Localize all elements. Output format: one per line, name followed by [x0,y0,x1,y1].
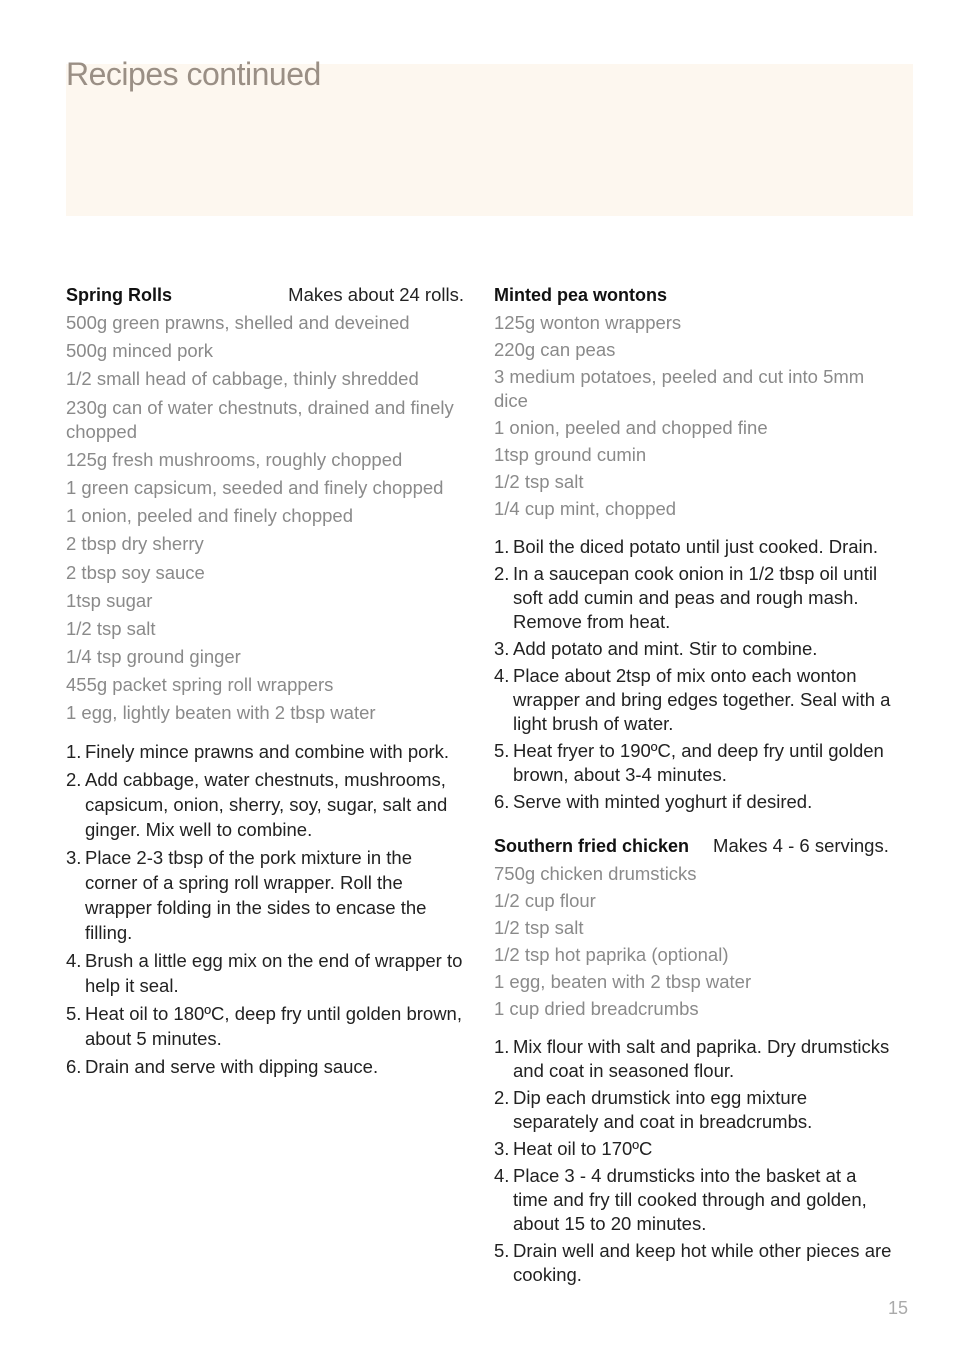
ingredient-item: 1 cup dried breadcrumbs [494,998,699,1019]
recipe-header [494,834,894,858]
method-step [66,1054,464,1079]
ingredient-item: 750g chicken drumsticks [494,863,697,884]
recipe-yield: Makes 4 - 6 servings. [713,835,889,856]
ingredient-item: 2 tbsp dry sherry [66,533,204,555]
step-number: 1. [494,536,510,557]
ingredient-item: 1 egg, lightly beaten with 2 tbsp water [66,702,376,724]
ingredient-list [66,311,464,725]
method-steps [66,739,464,1079]
step-number: 4. [494,665,510,686]
ingredient-item: 220g can peas [494,339,616,360]
step-number: 1. [66,741,82,763]
step-text: Boil the diced potato until just cooked. Drain. [513,536,879,557]
step-text: Add cabbage, water chestnuts, mushrooms, capsicum, onion, sherry, soy, sugar, salt and ginger. Mix well to combine. [85,769,448,841]
step-text: Place 2-3 tbsp of the pork mixture in the corner of a spring roll wrapper. Roll the wrapper folding in the sides to encase the filling. [85,847,427,944]
method-step [66,845,464,945]
step-text: Dip each drumstick into egg mixture separately and coat in breadcrumbs. [513,1087,813,1132]
ingredient-item: 230g can of water chestnuts, drained and finely chopped [66,396,454,442]
method-step [494,790,894,814]
recipe-spring-rolls [66,283,464,1079]
step-number: 4. [494,1165,510,1186]
method-steps [494,1035,894,1287]
method-step [66,739,464,764]
ingredient-list [494,311,894,521]
step-number: 5. [494,740,510,761]
step-text: Place 3 - 4 drumsticks into the basket at a time and fry till cooked through and golden, about 15 to 20 minutes. [513,1165,867,1234]
method-step [494,739,894,787]
step-text: Serve with minted yoghurt if desired. [513,791,813,812]
ingredient-item: 1 green capsicum, seeded and finely chopped [66,476,444,498]
method-step [494,664,894,736]
step-text: Place about 2tsp of mix onto each wonton wrapper and bring edges together. Seal with a light brush of water. [513,665,891,734]
method-step [494,562,894,634]
recipe-minted-pea-wontons [494,283,894,814]
step-number: 6. [494,791,510,812]
recipe-title: Spring Rolls [66,285,173,305]
step-text: Add potato and mint. Stir to combine. [513,638,818,659]
step-number: 4. [66,950,82,972]
step-number: 3. [494,638,510,659]
step-text: In a saucepan cook onion in 1/2 tbsp oil until soft add cumin and peas and rough mash. Remove from heat. [513,563,878,632]
ingredient-item: 125g fresh mushrooms, roughly chopped [66,448,403,470]
recipe-header [494,283,894,307]
step-number: 2. [494,563,510,584]
ingredient-item: 125g wonton wrappers [494,312,682,333]
step-text: Heat oil to 170ºC [513,1138,653,1159]
step-number: 6. [66,1056,82,1078]
ingredient-item: 1tsp sugar [66,589,153,611]
page-title: Recipes continued [66,56,321,92]
method-step [494,1239,894,1287]
method-step [66,948,464,998]
ingredient-item: 1 egg, beaten with 2 tbsp water [494,971,752,992]
step-text: Drain and serve with dipping sauce. [85,1056,379,1078]
recipe-title: Minted pea wontons [494,285,667,305]
method-step [494,1086,894,1134]
page-number: 15 [888,1298,909,1318]
step-text: Heat fryer to 190ºC, and deep fry until golden brown, about 3-4 minutes. [513,740,884,785]
recipe-title: Southern fried chicken [494,836,690,856]
ingredient-item: 500g green prawns, shelled and deveined [66,312,410,333]
method-step [494,1137,894,1161]
step-number: 3. [66,847,82,869]
step-number: 3. [494,1138,510,1159]
ingredient-item: 1/2 cup flour [494,890,596,911]
ingredient-item: 3 medium potatoes, peeled and cut into 5mm dice [494,366,865,411]
ingredient-item: 2 tbsp soy sauce [66,561,205,583]
ingredient-item: 1tsp ground cumin [494,444,647,465]
ingredient-item: 455g packet spring roll wrappers [66,674,334,696]
step-number: 1. [494,1036,510,1057]
ingredient-list [494,862,894,1021]
step-number: 5. [66,1003,82,1025]
ingredient-item: 1 onion, peeled and finely chopped [66,505,353,527]
step-text: Brush a little egg mix on the end of wrapper to help it seal. [85,950,463,997]
recipe-yield: Makes about 24 rolls. [288,284,464,305]
ingredient-item: 1/2 tsp salt [494,471,584,492]
ingredient-item: 1/2 tsp salt [66,617,156,639]
ingredient-item: 500g minced pork [66,340,214,362]
method-step [66,1001,464,1051]
method-step [494,535,894,559]
step-text: Heat oil to 180ºC, deep fry until golden brown, about 5 minutes. [85,1003,462,1050]
right-column [494,283,894,1290]
method-step [494,637,894,661]
ingredient-item: 1/2 tsp salt [494,917,584,938]
left-column [66,283,464,1082]
step-number: 2. [66,769,82,791]
step-text: Drain well and keep hot while other pieces are cooking. [513,1240,892,1285]
ingredient-item: 1/2 small head of cabbage, thinly shredded [66,368,419,390]
method-step [494,1164,894,1236]
step-number: 5. [494,1240,510,1261]
recipe-header [66,283,464,307]
method-steps [494,535,894,814]
ingredient-item: 1/2 tsp hot paprika (optional) [494,944,729,965]
step-text: Finely mince prawns and combine with pork. [85,741,449,763]
method-step [66,767,464,842]
ingredient-item: 1 onion, peeled and chopped fine [494,417,768,438]
method-step [494,1035,894,1083]
step-text: Mix flour with salt and paprika. Dry drumsticks and coat in seasoned flour. [513,1036,890,1081]
ingredient-item: 1/4 tsp ground ginger [66,646,241,668]
step-number: 2. [494,1087,510,1108]
ingredient-item: 1/4 cup mint, chopped [494,498,677,519]
recipe-southern-fried-chicken [494,834,894,1287]
